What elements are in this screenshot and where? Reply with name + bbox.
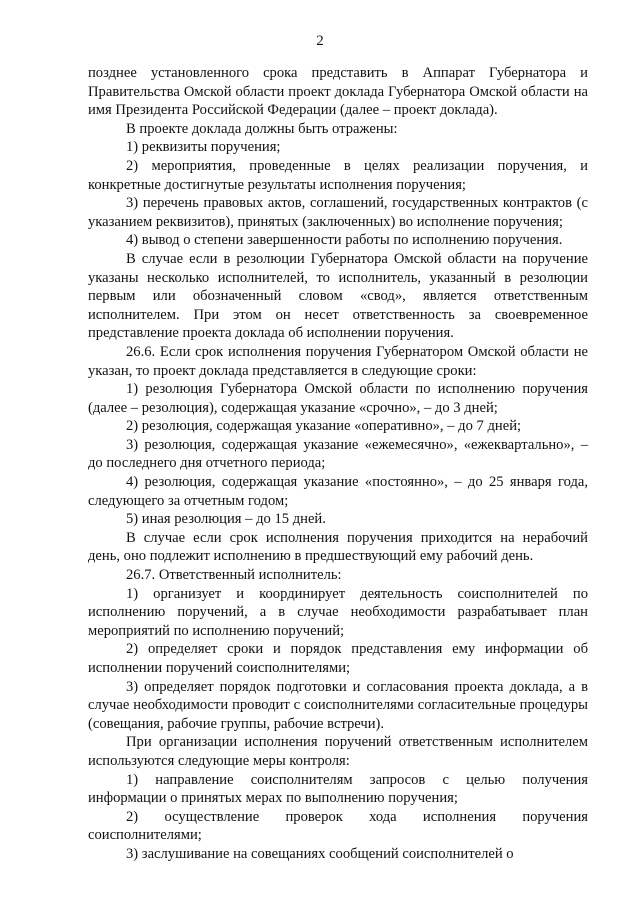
list-item: 2) мероприятия, проведенные в целях реализации поручения, и конкретные достигнутые результаты исполнения поручения; (88, 157, 588, 193)
paragraph-section-26-7: 26.7. Ответственный исполнитель: (126, 567, 342, 584)
list-item: 4) вывод о степени завершенности работы по исполнению поручения. (126, 232, 563, 249)
list-item: 2) определяет сроки и порядок представления ему информации об исполнении поручений соисполнителями; (88, 641, 588, 676)
paragraph-continuation: позднее установленного срока представить в Аппарат Губернатора и Правительства Омской области проект доклада Губернатора Омской области на имя Президента Российской Федерации (далее – проект доклада). (88, 65, 588, 119)
paragraph-responsible-executor: В случае если в резолюции Губернатора Омской области на поручение указаны несколько исполнителей, то исполнитель, указанный в резолюции первым или обозначенный словом «свод», является ответственным исполнителем. При этом он несет ответственность за своевременное представление проекта доклада об исполнении поручения. (88, 250, 588, 342)
list-item: 1) резолюция Губернатора Омской области по исполнению поручения (далее – резолюция), содержащая указание «срочно», – до 3 дней; (88, 381, 588, 416)
list-item: 4) резолюция, содержащая указание «постоянно», – до 25 января года, следующего за отчетным годом; (88, 474, 588, 509)
list-item: 3) определяет порядок подготовки и согласования проекта доклада, а в случае необходимости проводит с соисполнителями согласительные процедуры (совещания, рабочие группы, рабочие встречи). (88, 678, 588, 732)
paragraph-report-contents-intro: В проекте доклада должны быть отражены: (126, 120, 398, 137)
list-item: 3) резолюция, содержащая указание «ежемесячно», «ежеквартально», – до последнего дня отчетного периода; (88, 436, 588, 472)
paragraph-non-working-day: В случае если срок исполнения поручения приходится на нерабочий день, оно подлежит исполнению в предшествующий ему рабочий день. (88, 529, 588, 565)
paragraph-control-measures-intro: При организации исполнения поручений ответственным исполнителем используются следующие меры контроля: (88, 734, 588, 769)
list-item: 3) заслушивание на совещаниях сообщений соисполнителей о (126, 845, 514, 862)
list-item: 5) иная резолюция – до 15 дней. (126, 511, 326, 528)
list-item: 2) резолюция, содержащая указание «оперативно», – до 7 дней; (126, 418, 522, 435)
list-item: 2) осуществление проверок хода исполнения поручения соисполнителями; (88, 808, 588, 844)
paragraph-section-26-6: 26.6. Если срок исполнения поручения Губернатором Омской области не указан, то проект доклада представляется в следующие сроки: (88, 343, 588, 379)
page-number: 2 (316, 33, 324, 49)
list-item: 1) реквизиты поручения; (126, 139, 281, 156)
list-item: 3) перечень правовых актов, соглашений, государственных контрактов (с указанием реквизитов), принятых (заключенных) во исполнение поручения; (88, 195, 588, 230)
list-item: 1) направление соисполнителям запросов с целью получения информации о принятых мерах по выполнению поручения; (88, 771, 588, 807)
document-body (88, 64, 588, 864)
list-item: 1) организует и координирует деятельность соисполнителей по исполнению поручений, а в случае необходимости разрабатывает план мероприятий по исполнению поручений; (88, 585, 588, 639)
